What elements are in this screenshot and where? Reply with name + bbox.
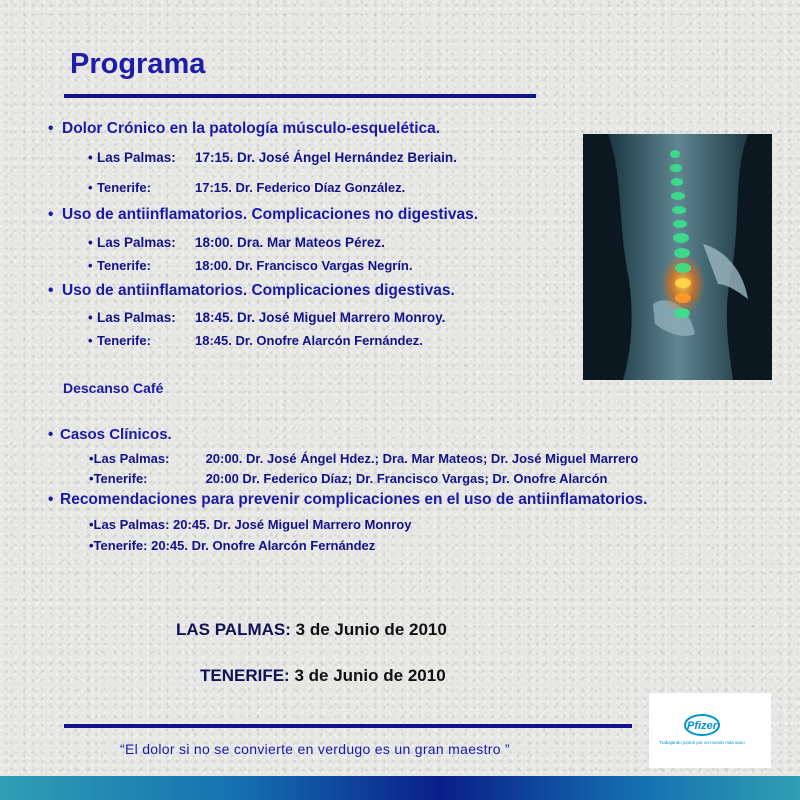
talk-detail: 20:00 Dr. Federico Díaz; Dr. Francisco Vargas; Dr. Onofre Alarcón	[205, 471, 608, 486]
talk-place: Tenerife:	[97, 333, 151, 348]
talk-place: Las Palmas:	[97, 235, 176, 250]
bullet: •	[88, 150, 93, 165]
bullet: •	[48, 206, 54, 223]
talk-detail: 18:00. Dra. Mar Mateos Pérez.	[195, 235, 385, 250]
bullet: •	[89, 451, 94, 466]
footer-band	[0, 776, 800, 800]
talk-place: Las Palmas:	[97, 150, 176, 165]
bullet: •	[48, 120, 54, 137]
talk-place: Tenerife:	[97, 258, 151, 273]
title-underline	[64, 94, 536, 98]
talk-las-palmas: •Las Palmas: 20:45. Dr. José Miguel Marrero Monroy	[89, 517, 412, 532]
talk-place: Las Palmas:	[97, 310, 176, 325]
bullet: •	[48, 426, 54, 443]
talk-place: Las Palmas:	[93, 451, 170, 466]
bullet: •	[88, 235, 93, 250]
date-value: 3 de Junio de 2010	[295, 620, 447, 639]
date-tenerife	[200, 666, 446, 686]
back-pain-photo	[583, 134, 772, 380]
talk-las-palmas	[88, 150, 457, 165]
section-clinical-cases	[48, 426, 172, 443]
talk-tenerife	[88, 180, 405, 195]
section-label: Uso de antiinflamatorios. Complicaciones no digestivas.	[62, 206, 479, 223]
talk-detail: 18:45. Dr. Onofre Alarcón Fernández.	[195, 333, 423, 348]
quote: “El dolor si no se convierte en verdugo es un gran maestro ”	[120, 741, 510, 757]
section-chronic-pain	[48, 120, 440, 138]
coffee-break-label: Descanso Café	[63, 380, 164, 396]
section-label: Uso de antiinflamatorios. Complicaciones digestivas.	[62, 282, 455, 299]
talk-las-palmas	[89, 451, 638, 466]
talk-detail: 18:45. Dr. José Miguel Marrero Monroy.	[195, 310, 446, 325]
talk-detail: 20:00. Dr. José Ángel Hdez.; Dra. Mar Mateos; Dr. José Miguel Marrero	[205, 451, 639, 466]
talk-tenerife	[89, 471, 608, 486]
bullet: •	[48, 282, 54, 299]
page-title: Programa	[70, 48, 206, 80]
talk-tenerife: •Tenerife: 20:45. Dr. Onofre Alarcón Fernández	[89, 538, 376, 553]
talk-detail: 17:15. Dr. Federico Díaz González.	[195, 180, 406, 195]
talk-las-palmas	[88, 235, 385, 250]
section-label: Recomendaciones para prevenir complicaciones en el uso de antiinflamatorios.	[60, 491, 648, 508]
talk-tenerife	[88, 258, 413, 273]
bullet: •	[88, 310, 93, 325]
section-recommendations	[48, 491, 647, 509]
talk-place: Tenerife:	[97, 180, 151, 195]
pfizer-logo	[649, 693, 771, 768]
date-las-palmas	[176, 620, 447, 640]
bullet: •	[88, 333, 93, 348]
section-nsaid-digestive	[48, 282, 455, 300]
bullet: •	[48, 491, 54, 508]
date-value: 3 de Junio de 2010	[294, 666, 446, 685]
talk-detail: 18:00. Dr. Francisco Vargas Negrín.	[195, 258, 413, 273]
talk-las-palmas	[88, 310, 445, 325]
bullet: •	[88, 258, 93, 273]
bullet: •	[89, 471, 94, 486]
talk-detail: 17:15. Dr. José Ángel Hernández Beriain.	[195, 150, 457, 165]
logo-tagline: Trabajando juntos por un mundo más sano	[659, 740, 745, 745]
talk-place: Tenerife:	[93, 471, 148, 486]
section-label: Casos Clínicos.	[60, 426, 172, 443]
bullet: •	[88, 180, 93, 195]
bottom-rule	[64, 724, 632, 728]
date-label: LAS PALMAS:	[176, 620, 291, 639]
date-label: TENERIFE:	[200, 666, 290, 685]
logo-brand: Pfizer	[687, 720, 717, 732]
section-label: Dolor Crónico en la patología músculo-esquelética.	[62, 120, 441, 137]
section-nsaid-non-digestive	[48, 206, 478, 224]
talk-tenerife	[88, 333, 423, 348]
